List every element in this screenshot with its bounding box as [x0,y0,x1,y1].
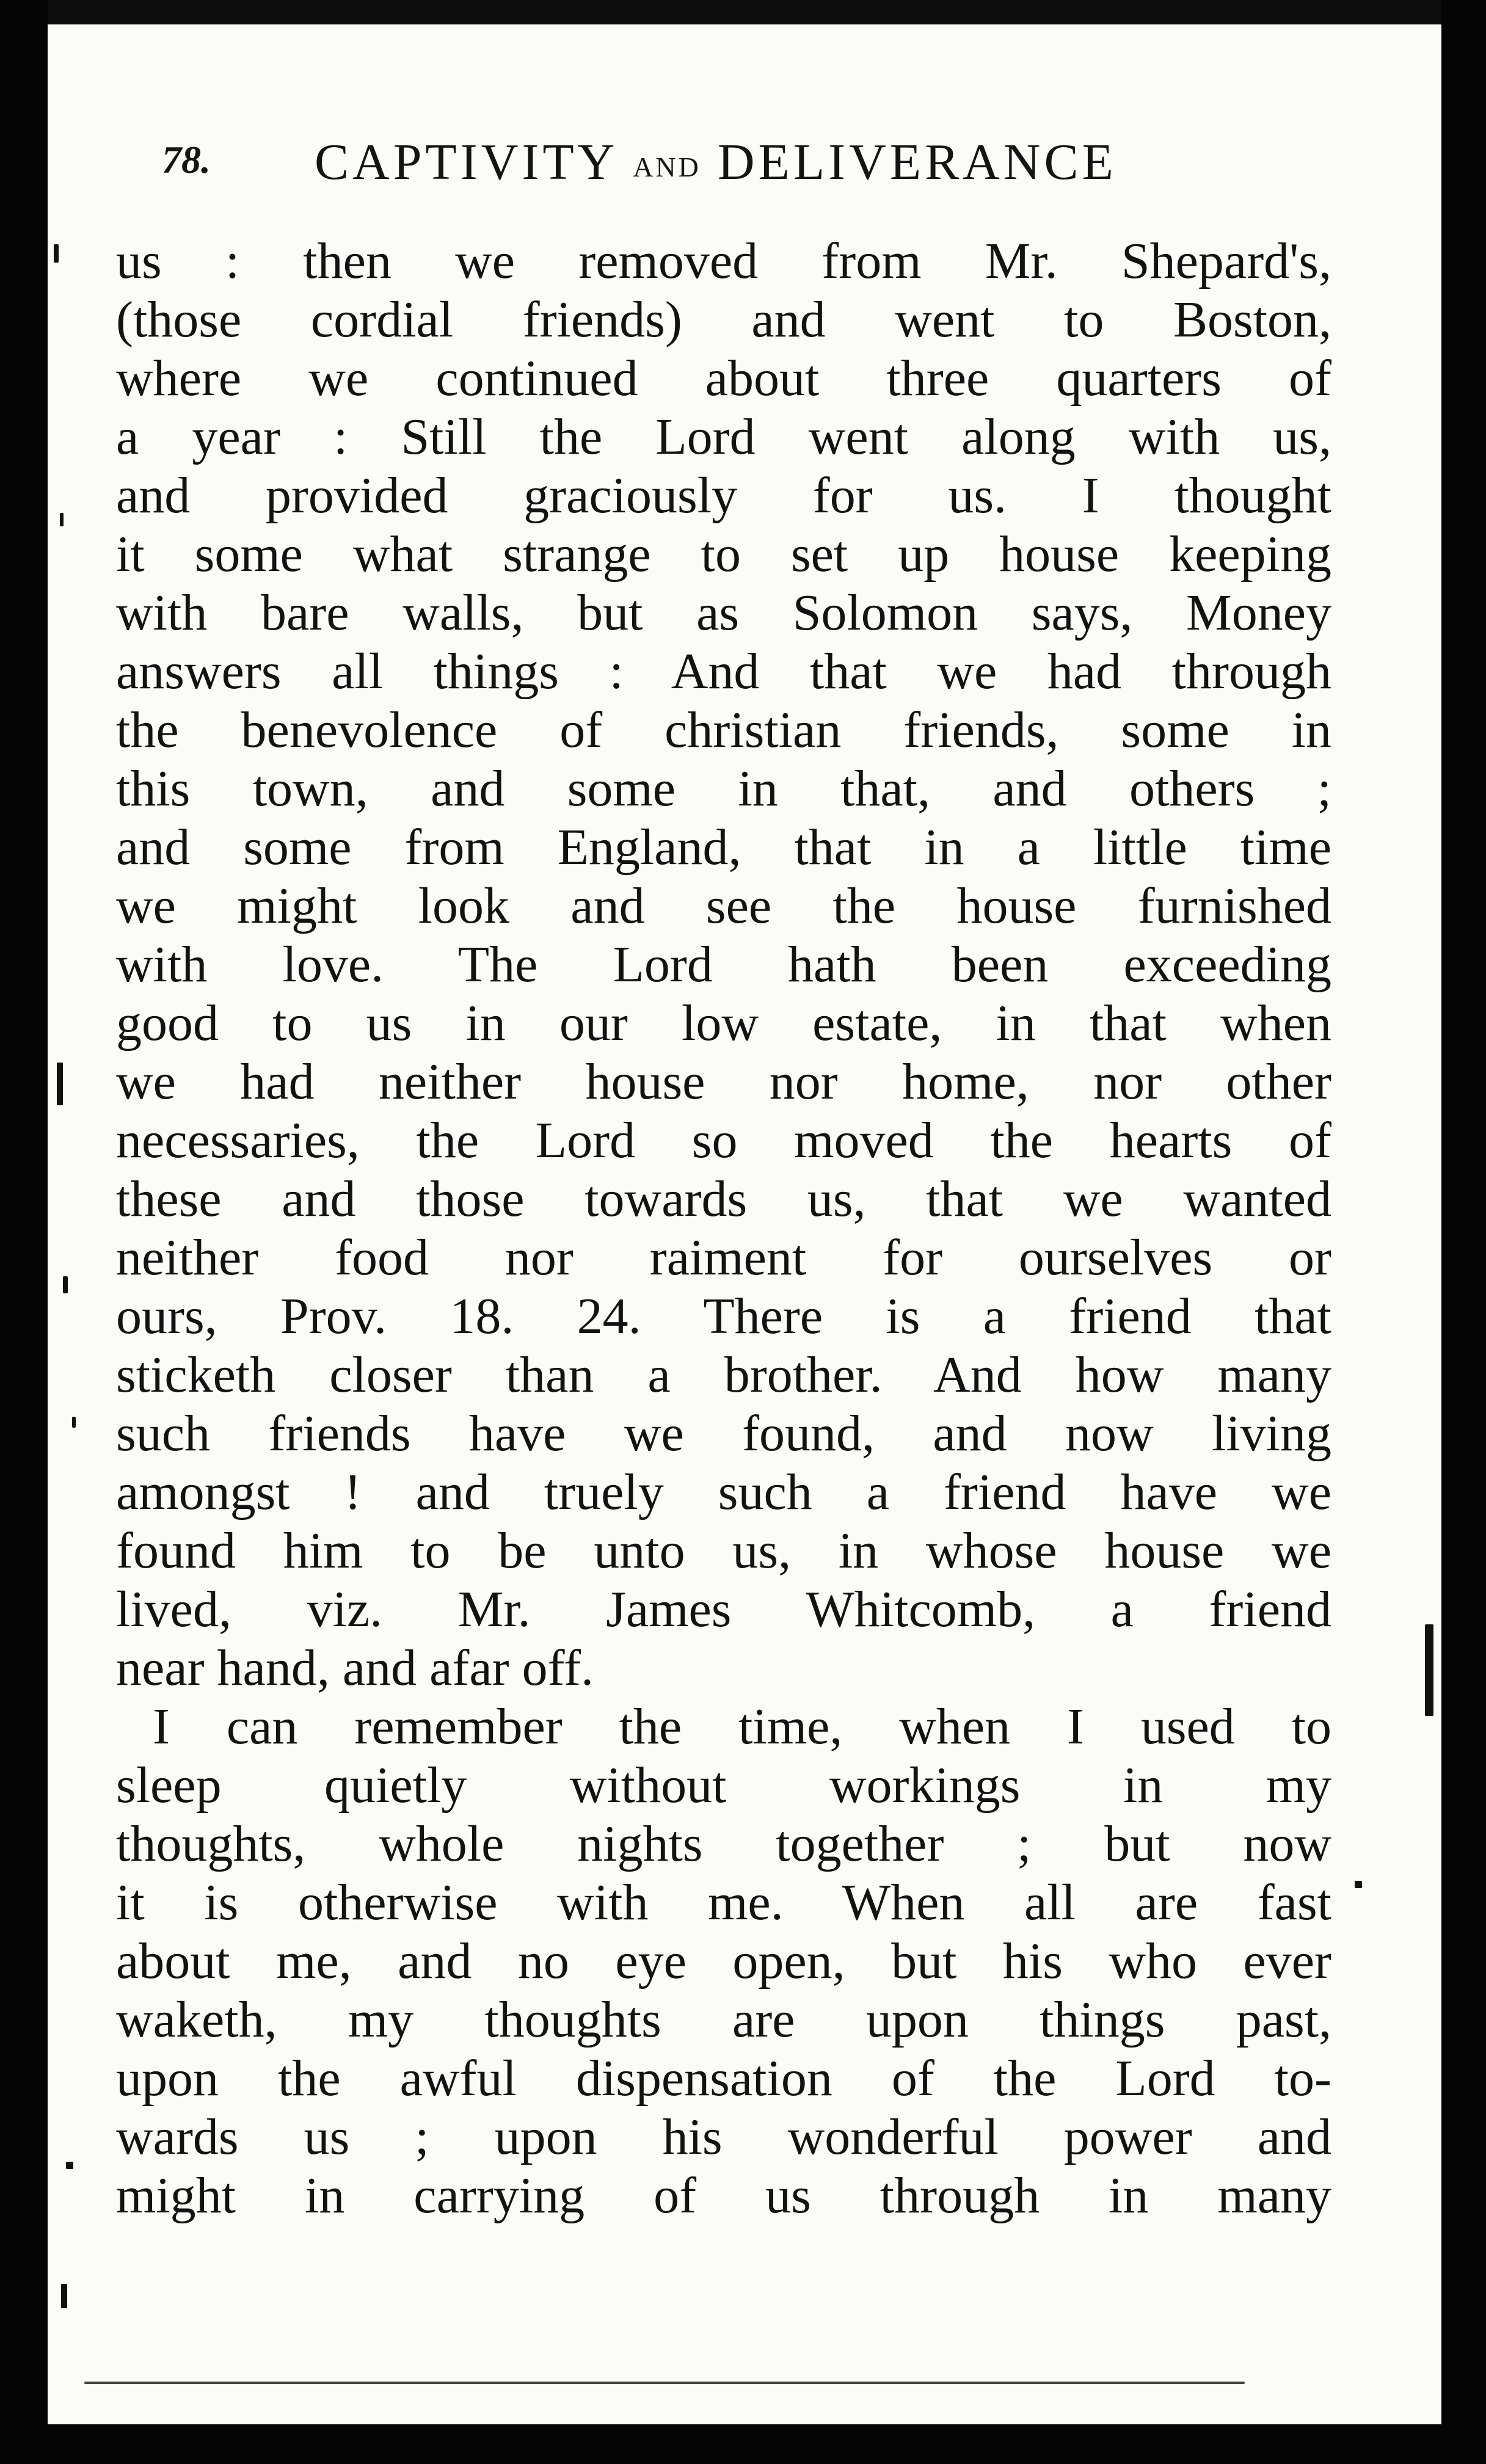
text-line: we had neither house nor home, nor other [116,1053,1331,1110]
page-header [156,125,1194,211]
text-line: thoughts, whole nights together ; but now [116,1815,1331,1872]
text-line: this town, and some in that, and others ; [116,760,1331,817]
scan-border-bottom [0,2421,1486,2464]
text-line: lived, viz. Mr. James Whitcomb, a friend [116,1581,1331,1638]
text-line: found him to be unto us, in whose house we [116,1522,1331,1579]
text-line: a year : Still the Lord went along with us, [116,409,1331,465]
text-line: us : then we removed from Mr. Shepard's, [116,233,1331,289]
running-head-deliverance: DELIVERANCE [717,134,1117,191]
paragraph-1 [116,232,1331,1698]
text-line: upon the awful dispensation of the Lord to- [116,2050,1331,2107]
text-line: wards us ; upon his wonderful power and [116,2109,1331,2165]
text-line: with bare walls, but as Solomon says, Money [116,584,1331,641]
text-line: I can remember the time, when I used to [153,1698,1331,1755]
page-number: 78. [162,138,211,181]
text-line: with love. The Lord hath been exceeding [116,936,1331,993]
text-line: about me, and no eye open, but his who ever [116,1933,1331,1990]
text-line: answers all things : And that we had through [116,643,1331,700]
text-line: and some from England, that in a little time [116,819,1331,876]
text-line: ours, Prov. 18. 24. There is a friend that [116,1288,1331,1345]
text-line: where we continued about three quarters of [116,350,1331,407]
running-head-and: AND [633,151,701,183]
text-line: it is otherwise with me. When all are fast [116,1874,1331,1931]
text-line: waketh, my thoughts are upon things past, [116,1991,1331,2048]
paper-page [48,24,1441,2424]
text-line: and provided graciously for us. I thought [116,467,1331,524]
text-line: sleep quietly without workings in my [116,1757,1331,1814]
text-line: amongst ! and truely such a friend have we [116,1464,1331,1521]
text-line: necessaries, the Lord so moved the hearts of [116,1112,1331,1169]
text-line: we might look and see the house furnished [116,878,1331,934]
text-line: these and those towards us, that we wanted [116,1171,1331,1227]
paragraph-2 [116,1698,1331,2225]
running-head [315,133,1117,192]
text-line: neither food nor raiment for ourselves or [116,1229,1331,1286]
text-line: sticketh closer than a brother. And how many [116,1346,1331,1403]
text-line: such friends have we found, and now living [116,1405,1331,1462]
text-line: it some what strange to set up house keeping [116,526,1331,583]
text-line: the benevolence of christian friends, some in [116,702,1331,758]
scan-border-right [1441,0,1486,2464]
text-line: good to us in our low estate, in that when [116,995,1331,1052]
text-line: near hand, and afar off. [116,1640,594,1696]
body-text [116,232,1331,2225]
running-head-captivity: CAPTIVITY [315,134,617,191]
text-line: might in carrying of us through in many [116,2167,1331,2224]
scan-border-left [0,0,48,2464]
text-line: (those cordial friends) and went to Boston, [116,291,1331,348]
